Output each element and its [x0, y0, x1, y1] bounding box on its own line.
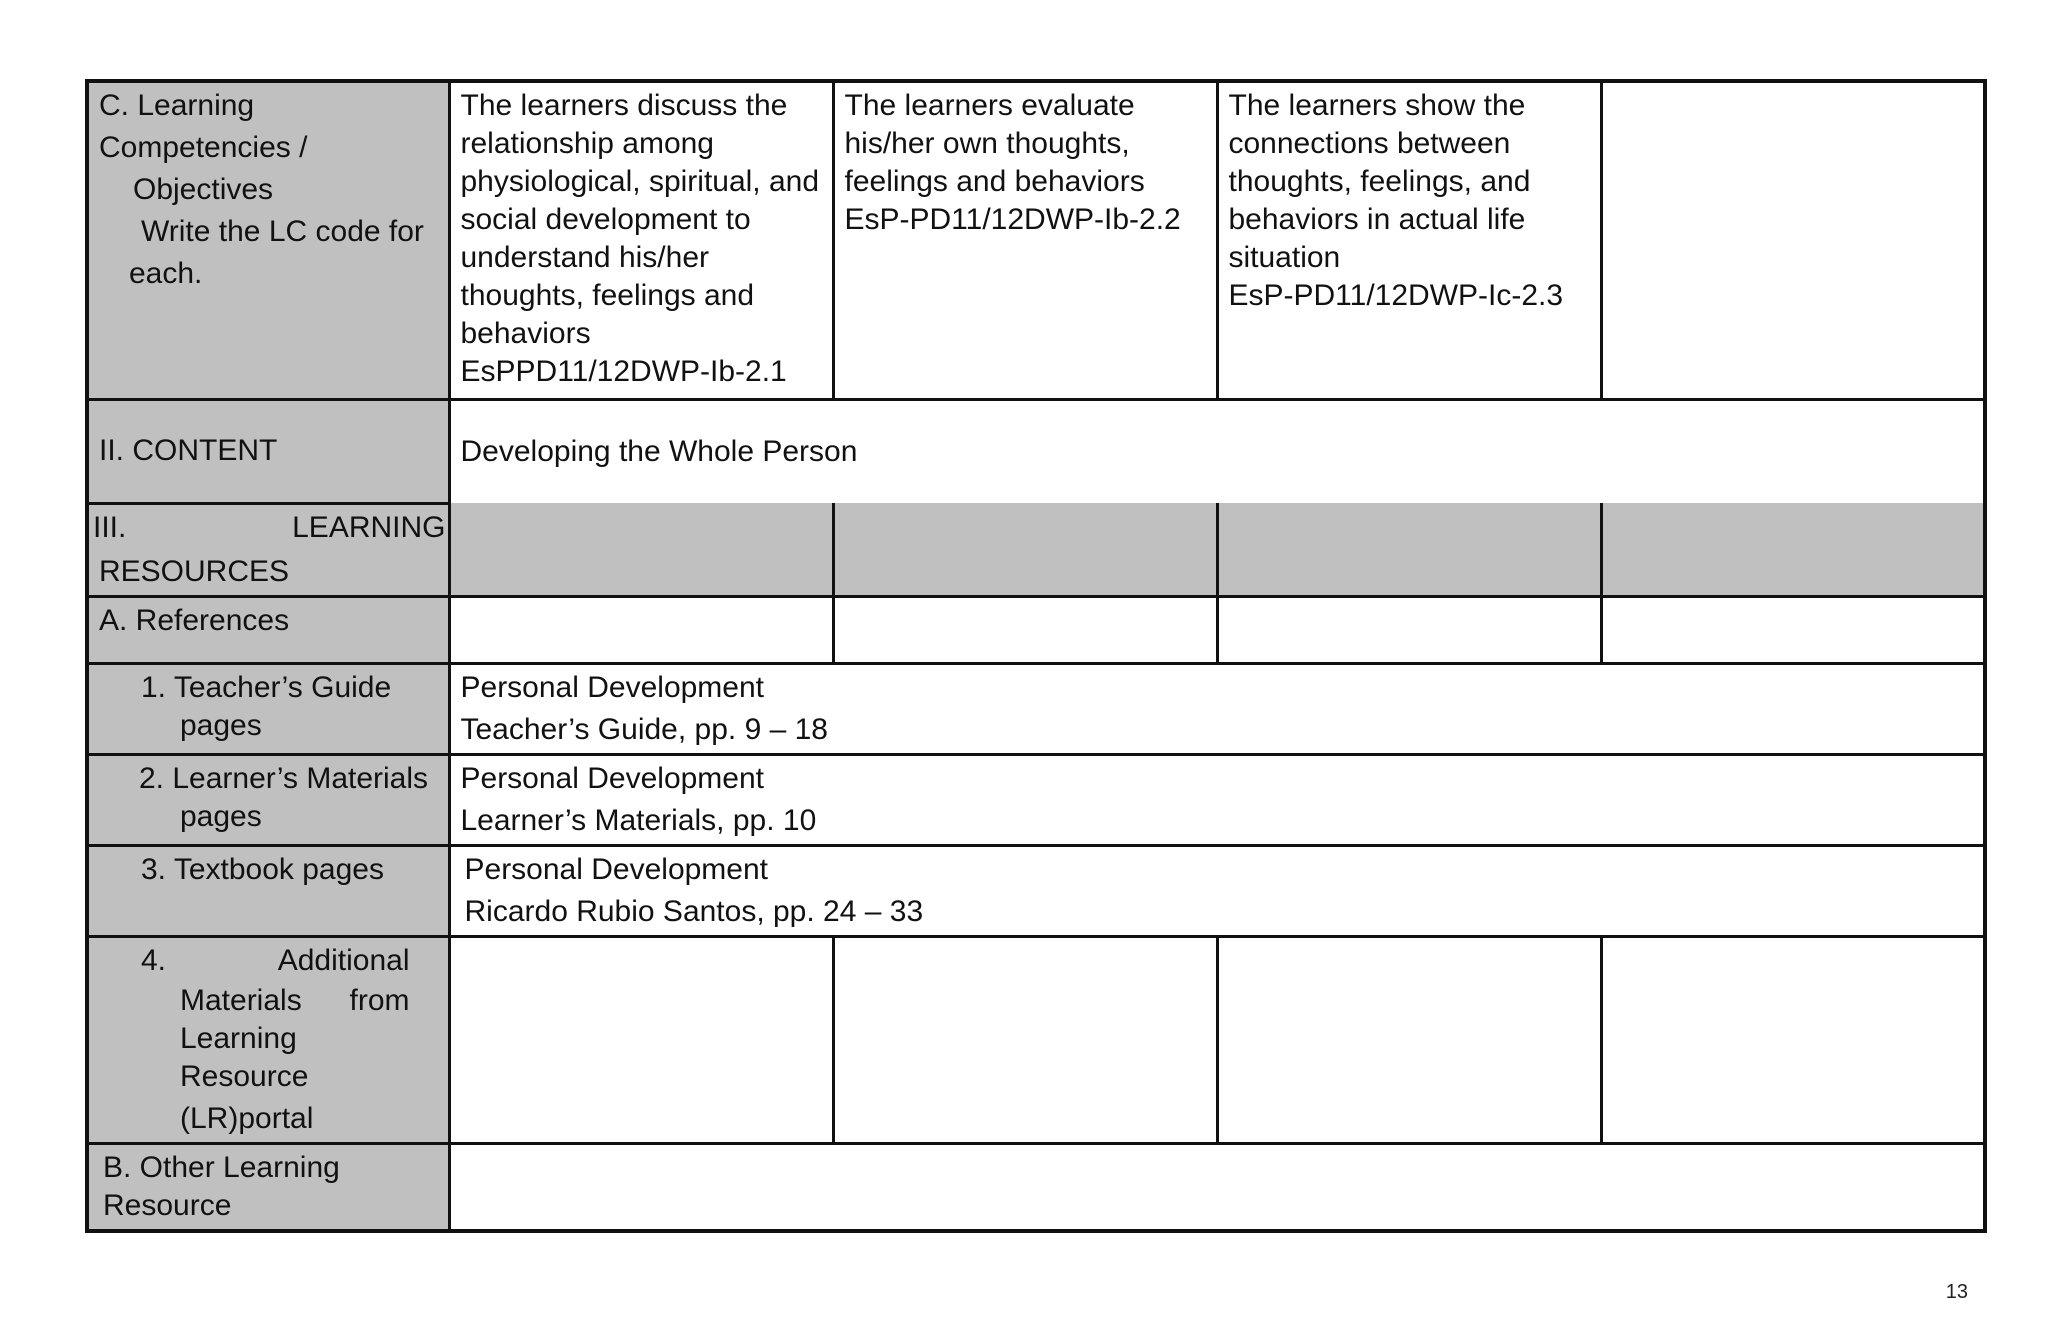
competency-line: connections between	[1228, 127, 1511, 160]
teachers-guide-value-line2: Teacher’s Guide, pp. 9 – 18	[460, 712, 828, 746]
learning-resources-row	[87, 503, 1985, 596]
other-resources-row	[87, 1143, 1985, 1231]
additional-materials-label-word: from	[349, 983, 410, 1017]
competency-line: The learners show the	[1228, 89, 1526, 122]
additional-materials-day-4-cell	[1601, 936, 1985, 1143]
learners-materials-row	[87, 754, 1985, 845]
competency-line: thoughts, feelings, and	[1228, 165, 1531, 198]
references-day-3-cell	[1217, 596, 1601, 663]
references-label: A. References	[99, 603, 290, 637]
competency-code: EsP-PD11/12DWP-Ib-2.2	[844, 203, 1181, 236]
competency-line: feelings and behaviors	[844, 165, 1145, 198]
competency-line: The learners evaluate	[844, 89, 1135, 122]
textbook-value-line1: Personal Development	[464, 852, 769, 886]
references-row	[87, 596, 1985, 663]
learning-resources-day-1-cell	[449, 503, 833, 596]
content-label-cell	[87, 399, 449, 503]
competency-line: The learners discuss the	[460, 89, 788, 122]
competencies-label-cell	[87, 81, 449, 399]
competency-day-2-cell	[833, 81, 1217, 399]
teachers-guide-label-line2: pages	[180, 708, 262, 742]
additional-materials-label-word: 4.	[141, 943, 167, 977]
additional-materials-label-line5: (LR)portal	[180, 1101, 314, 1135]
competency-day-3-cell	[1217, 81, 1601, 399]
additional-materials-label-word: Materials	[180, 983, 302, 1017]
competency-line: physiological, spiritual, and	[460, 165, 820, 198]
daily-lesson-log-table	[85, 79, 1987, 1233]
learning-resources-label-cell	[87, 503, 449, 596]
content-value-cell	[449, 399, 1985, 503]
teachers-guide-row	[87, 663, 1985, 754]
learners-materials-value-line1: Personal Development	[460, 761, 765, 795]
teachers-guide-value-cell	[449, 663, 1985, 754]
additional-materials-label-cell	[87, 936, 449, 1143]
competencies-row	[87, 81, 1985, 399]
additional-materials-label-line2	[99, 982, 410, 1020]
learning-resources-day-4-cell	[1601, 503, 1985, 596]
learning-resources-day-3-cell	[1217, 503, 1601, 596]
other-resources-label-cell	[87, 1143, 449, 1231]
competency-code: EsP-PD11/12DWP-Ic-2.3	[1228, 279, 1564, 312]
additional-materials-label-line3: Learning	[180, 1021, 297, 1055]
competencies-label-line: Objectives	[133, 173, 274, 206]
additional-materials-label-line4: Resource	[180, 1059, 309, 1093]
learners-materials-value-line2: Learner’s Materials, pp. 10	[460, 803, 817, 837]
competencies-label-line: Write the LC code for	[141, 215, 424, 248]
references-day-1-cell	[449, 596, 833, 663]
other-resources-label-line1: B. Other Learning	[103, 1150, 340, 1184]
learning-resources-label-word: LEARNING	[292, 510, 446, 544]
teachers-guide-label-line1: 1. Teacher’s Guide	[141, 670, 392, 704]
competency-line: social development to	[460, 203, 751, 236]
additional-materials-day-2-cell	[833, 936, 1217, 1143]
teachers-guide-value-line1: Personal Development	[460, 670, 765, 704]
textbook-row	[87, 845, 1985, 936]
competency-day-4-cell	[1601, 81, 1985, 399]
textbook-label: 3. Textbook pages	[141, 852, 384, 886]
additional-materials-label-word: Additional	[277, 943, 410, 977]
competency-code: EsPPD11/12DWP-Ib-2.1	[460, 355, 787, 388]
additional-materials-row	[87, 936, 1985, 1143]
competency-line: behaviors in actual life	[1228, 203, 1526, 236]
other-resources-label-line2: Resource	[103, 1188, 232, 1222]
textbook-value-line2: Ricardo Rubio Santos, pp. 24 – 33	[464, 894, 924, 928]
competency-day-1-cell	[449, 81, 833, 399]
competencies-label-line: each.	[129, 257, 203, 290]
competency-line: understand his/her	[460, 241, 709, 274]
additional-materials-day-1-cell	[449, 936, 833, 1143]
learning-resources-label-line2: RESOURCES	[99, 554, 290, 588]
content-label: II. CONTENT	[99, 434, 278, 467]
competency-line: relationship among	[460, 127, 714, 160]
content-value: Developing the Whole Person	[460, 434, 858, 468]
learners-materials-value-cell	[449, 754, 1985, 845]
teachers-guide-label-cell	[87, 663, 449, 754]
competency-line: situation	[1228, 241, 1341, 274]
competencies-label-line: C. Learning	[99, 89, 255, 122]
learning-resources-day-2-cell	[833, 503, 1217, 596]
references-day-2-cell	[833, 596, 1217, 663]
textbook-label-cell	[87, 845, 449, 936]
learning-resources-label-line1	[93, 509, 446, 547]
learners-materials-label-cell	[87, 754, 449, 845]
learners-materials-label-line2: pages	[180, 799, 262, 833]
competencies-label-line: Competencies /	[99, 131, 308, 164]
content-row	[87, 399, 1985, 503]
learning-resources-label-word: III.	[93, 510, 127, 544]
additional-materials-day-3-cell	[1217, 936, 1601, 1143]
competency-line: thoughts, feelings and	[460, 279, 755, 312]
other-resources-value-cell	[449, 1143, 1985, 1231]
references-label-cell	[87, 596, 449, 663]
learners-materials-label-line1: 2. Learner’s Materials	[139, 761, 429, 795]
textbook-value-cell	[449, 845, 1985, 936]
page-number: 13	[1945, 1281, 1968, 1303]
additional-materials-label-line1	[99, 942, 410, 980]
competency-line: behaviors	[460, 317, 591, 350]
references-day-4-cell	[1601, 596, 1985, 663]
competency-line: his/her own thoughts,	[844, 127, 1130, 160]
